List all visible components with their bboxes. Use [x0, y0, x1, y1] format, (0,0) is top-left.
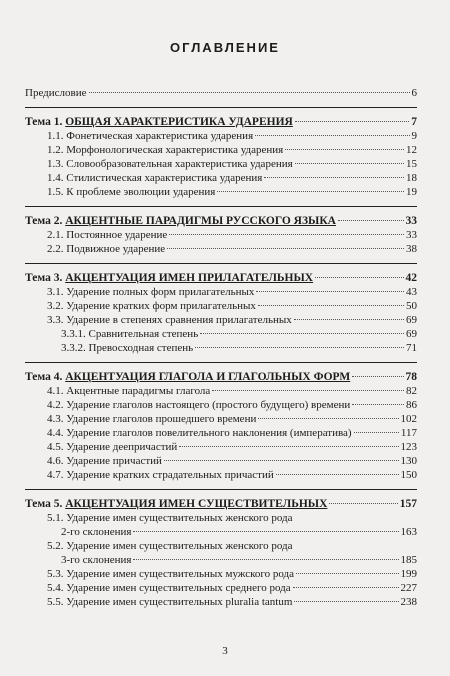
- section-divider: [25, 263, 417, 264]
- toc-entry-page: 18: [406, 172, 417, 184]
- dot-leader: [295, 163, 404, 164]
- dot-leader: [133, 531, 398, 532]
- toc-entry-page: 6: [411, 87, 417, 99]
- toc-topic-heading[interactable]: [25, 370, 417, 384]
- toc-entry-preface[interactable]: [25, 86, 417, 100]
- toc-entry-page: 78: [405, 371, 417, 383]
- toc-entry-page: 71: [406, 342, 417, 354]
- toc-entry-label: 4.2. Ударение глаголов настоящего (простого будущего) времени: [47, 399, 351, 411]
- toc-entry[interactable]: [25, 157, 417, 171]
- toc-entry-page: 33: [405, 215, 417, 227]
- toc-entry-label: 3.2. Ударение кратких форм прилагательных: [47, 300, 256, 312]
- toc-entry-page: 227: [400, 582, 417, 594]
- toc-entry-page: 12: [406, 144, 417, 156]
- toc-entry-label: 3.3.2. Превосходная степень: [61, 342, 194, 354]
- toc-entry-continuation: 2-го склонения: [61, 526, 132, 538]
- dot-leader: [264, 177, 404, 178]
- toc-entry[interactable]: [25, 185, 417, 199]
- toc-entry-page: 43: [406, 286, 417, 298]
- toc-entry[interactable]: [25, 327, 417, 341]
- dot-leader: [256, 291, 404, 292]
- toc-entry-label: 1.3. Словообразовательная характеристика ударения: [47, 158, 293, 170]
- topic-prefix: Тема 2.: [25, 215, 63, 227]
- toc-entry-page: 82: [406, 385, 417, 397]
- toc-entry-page: 38: [406, 243, 417, 255]
- topic-title: [25, 271, 313, 285]
- section-divider: [25, 206, 417, 207]
- toc-entry-page: 117: [400, 427, 417, 439]
- topic-title: [25, 370, 350, 384]
- dot-leader: [195, 347, 404, 348]
- toc-topic-heading[interactable]: [25, 497, 417, 511]
- toc-entry[interactable]: [25, 567, 417, 581]
- toc-entry-label: 1.4. Стилистическая характеристика ударения: [47, 172, 263, 184]
- toc-entry-label: 2.2. Подвижное ударение: [47, 243, 166, 255]
- toc-entry[interactable]: [25, 595, 417, 609]
- toc-entry[interactable]: [25, 171, 417, 185]
- toc-entry-page: 69: [406, 314, 417, 326]
- dot-leader: [352, 376, 403, 377]
- toc-topic-heading[interactable]: [25, 115, 417, 129]
- toc-entry[interactable]: [25, 143, 417, 157]
- toc-entry[interactable]: [25, 313, 417, 327]
- toc-entry[interactable]: [25, 242, 417, 256]
- topic-title: [25, 497, 327, 511]
- dot-leader: [354, 432, 399, 433]
- page-number: 3: [222, 645, 228, 657]
- toc-entry-page: 50: [406, 300, 417, 312]
- topics-list: [25, 107, 417, 609]
- dot-leader: [179, 446, 398, 447]
- topic-prefix: Тема 5.: [25, 498, 63, 510]
- toc-entry[interactable]: [25, 129, 417, 143]
- dot-leader: [276, 474, 399, 475]
- dot-leader: [89, 92, 410, 93]
- toc-entry-continuation: 3-го склонения: [61, 554, 132, 566]
- page-title: ОГЛАВЛЕНИЕ: [170, 40, 280, 55]
- topic-prefix: Тема 1.: [25, 116, 63, 128]
- toc-entry[interactable]: [25, 299, 417, 313]
- dot-leader: [258, 305, 404, 306]
- toc-entry[interactable]: [25, 468, 417, 482]
- toc-entry-label: 5.4. Ударение имен существительных среднего рода: [47, 582, 291, 594]
- toc-entry-page: 19: [406, 186, 417, 198]
- toc-entry-page: 157: [399, 498, 417, 510]
- section-divider: [25, 362, 417, 363]
- dot-leader: [295, 121, 409, 122]
- toc-entry-label: 4.3. Ударение глаголов прошедшего времени: [47, 413, 257, 425]
- toc-entry-label[interactable]: 5.2. Ударение имен существительных женского рода: [47, 540, 293, 552]
- toc-entry-page: 123: [400, 441, 417, 453]
- toc-entry-page: 9: [411, 130, 417, 142]
- topic-name: ОБЩАЯ ХАРАКТЕРИСТИКА УДАРЕНИЯ: [65, 116, 293, 128]
- topic-name: АКЦЕНТУАЦИЯ ИМЕН СУЩЕСТВИТЕЛЬНЫХ: [65, 498, 328, 510]
- toc-entry-page: 42: [405, 272, 417, 284]
- toc-entry[interactable]: [25, 553, 417, 567]
- toc-entry[interactable]: [25, 398, 417, 412]
- toc-entry-label: 3.3. Ударение в степенях сравнения прилагательных: [47, 314, 292, 326]
- toc-entry-page: 15: [406, 158, 417, 170]
- toc-entry[interactable]: [25, 454, 417, 468]
- toc-entry-label: 4.7. Ударение кратких страдательных причастий: [47, 469, 274, 481]
- toc-entry-page: 238: [400, 596, 417, 608]
- dot-leader: [200, 333, 404, 334]
- dot-leader: [258, 418, 398, 419]
- toc-entry-label: 4.6. Ударение причастий: [47, 455, 162, 467]
- dot-leader: [255, 135, 409, 136]
- toc-entry-label[interactable]: 5.1. Ударение имен существительных женского рода: [47, 512, 293, 524]
- toc-entry[interactable]: [25, 525, 417, 539]
- toc-entry-label: 5.5. Ударение имен существительных pluralia tantum: [47, 596, 293, 608]
- topic-prefix: Тема 4.: [25, 371, 63, 383]
- topic-name: АКЦЕНТУАЦИЯ ГЛАГОЛА И ГЛАГОЛЬНЫХ ФОРМ: [65, 371, 351, 383]
- toc-entry-label: 3.3.1. Сравнительная степень: [61, 328, 199, 340]
- toc-entry-label: 3.1. Ударение полных форм прилагательных: [47, 286, 255, 298]
- toc-entry[interactable]: [25, 384, 417, 398]
- toc-entry-label: 2.1. Постоянное ударение: [47, 229, 168, 241]
- topic-name: АКЦЕНТНЫЕ ПАРАДИГМЫ РУССКОГО ЯЗЫКА: [65, 215, 336, 227]
- toc-entry[interactable]: [25, 581, 417, 595]
- section-divider: [25, 489, 417, 490]
- section-divider: [25, 107, 417, 108]
- toc-topic-heading[interactable]: [25, 214, 417, 228]
- toc-entry[interactable]: [25, 341, 417, 355]
- toc-entry-label: Предисловие: [25, 87, 87, 99]
- toc-entry-page: 185: [400, 554, 417, 566]
- toc-entry-label: 1.5. К проблеме эволюции ударения: [47, 186, 216, 198]
- toc-entry-label: 1.1. Фонетическая характеристика ударения: [47, 130, 254, 142]
- toc-entry-page: 199: [400, 568, 417, 580]
- dot-leader: [169, 234, 404, 235]
- toc-entry[interactable]: [25, 412, 417, 426]
- toc-entry-label: 5.3. Ударение имен существительных мужского рода: [47, 568, 295, 580]
- dot-leader: [338, 220, 404, 221]
- toc-entry-label: 4.5. Ударение деепричастий: [47, 441, 178, 453]
- toc-entry-label: 4.4. Ударение глаголов повелительного наклонения (императива): [47, 427, 352, 439]
- dot-leader: [293, 587, 399, 588]
- toc-entry-page: 33: [406, 229, 417, 241]
- toc-entry[interactable]: [25, 440, 417, 454]
- toc-topic-heading[interactable]: [25, 271, 417, 285]
- dot-leader: [315, 277, 403, 278]
- toc-entry-page: 69: [406, 328, 417, 340]
- toc-entry-page: 150: [400, 469, 417, 481]
- dot-leader: [296, 573, 398, 574]
- toc-entry-page: 86: [406, 399, 417, 411]
- dot-leader: [167, 248, 404, 249]
- dot-leader: [164, 460, 399, 461]
- topic-title: [25, 115, 293, 129]
- toc-entry-page: 102: [400, 413, 417, 425]
- dot-leader: [285, 149, 404, 150]
- dot-leader: [329, 503, 397, 504]
- dot-leader: [133, 559, 398, 560]
- toc-entry-page: 163: [400, 526, 417, 538]
- topic-title: [25, 214, 336, 228]
- dot-leader: [212, 390, 404, 391]
- dot-leader: [294, 319, 404, 320]
- toc-entry-page: 130: [400, 455, 417, 467]
- toc-entry-label: 4.1. Акцентные парадигмы глагола: [47, 385, 211, 397]
- toc-entry[interactable]: [25, 228, 417, 242]
- dot-leader: [294, 601, 398, 602]
- dot-leader: [352, 404, 404, 405]
- topic-name: АКЦЕНТУАЦИЯ ИМЕН ПРИЛАГАТЕЛЬНЫХ: [65, 272, 314, 284]
- table-of-contents: [25, 86, 417, 609]
- topic-prefix: Тема 3.: [25, 272, 63, 284]
- toc-entry-label: 1.2. Морфонологическая характеристика ударения: [47, 144, 284, 156]
- toc-entry-page: 7: [411, 116, 417, 128]
- toc-entry[interactable]: [25, 285, 417, 299]
- toc-entry[interactable]: [25, 426, 417, 440]
- dot-leader: [217, 191, 404, 192]
